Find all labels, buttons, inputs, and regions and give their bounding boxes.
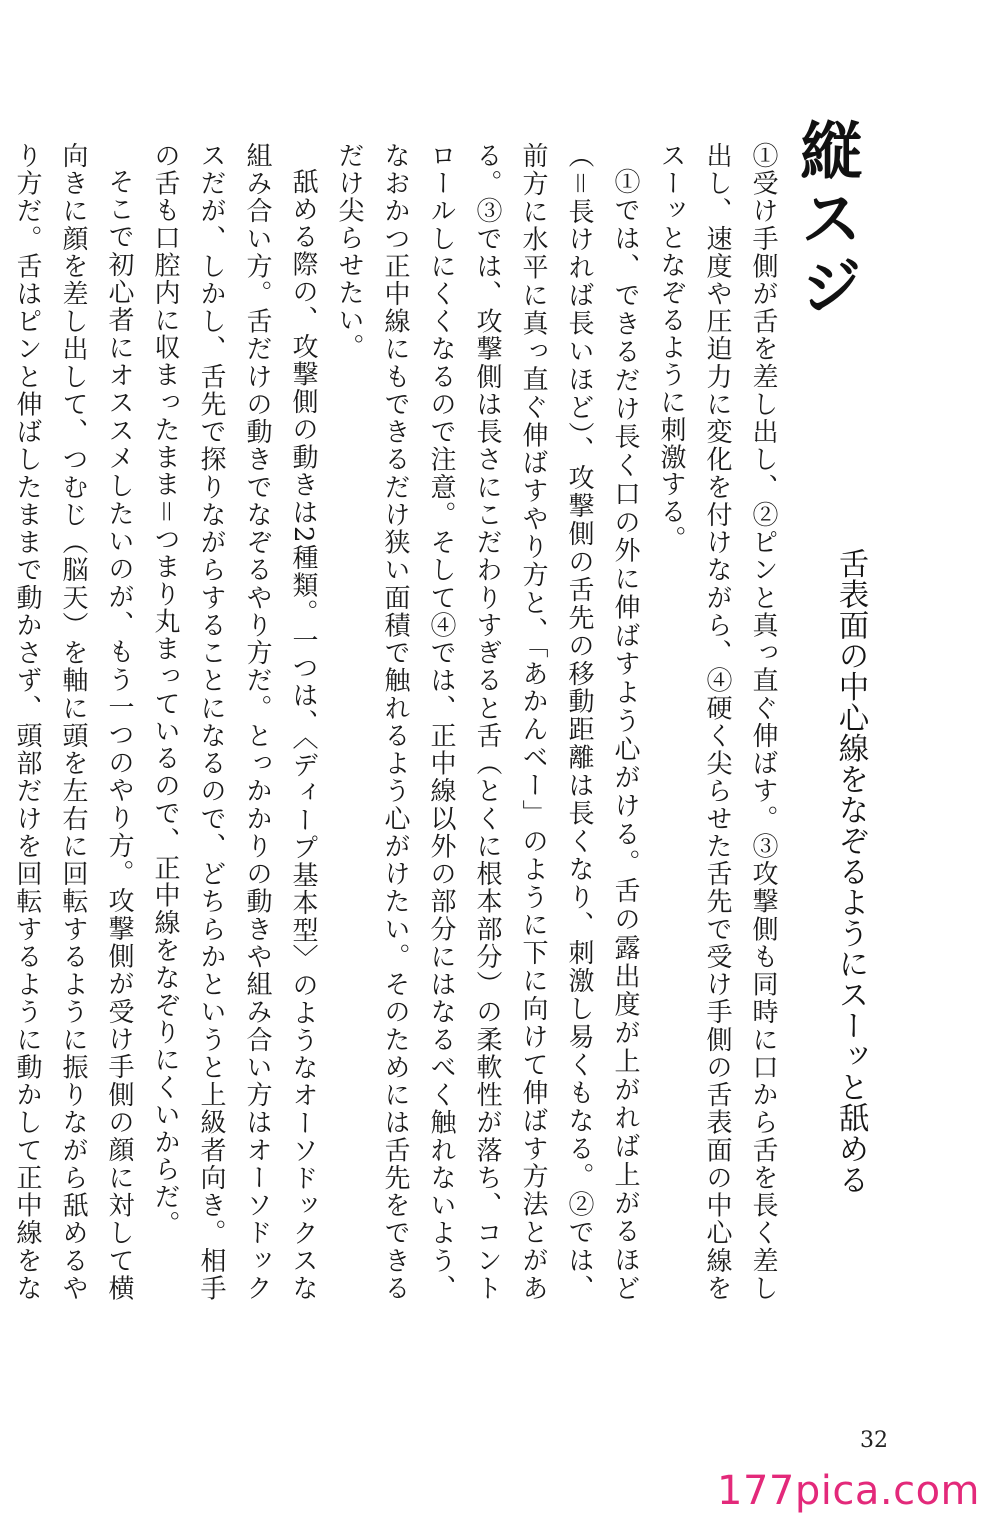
body-text xyxy=(12,142,786,1302)
section-title: 縦スジ xyxy=(790,118,863,322)
section-subtitle: 舌表面の中心線をなぞるようにスーッと舐める xyxy=(833,548,868,1195)
body-paragraph: そこで初心者にオススメしたいのが、もう一つのやり方。攻撃側が受け手側の顔に対して横向きに顔を差し出して、つむじ（脳天）を軸に頭を左右に回転するように振りながら舐めるやり方だ。舌はピンと伸ばしたままで動かさず、頭部だけを回転するように動かして正中線をな xyxy=(12,142,134,1302)
site-watermark: 177pica.com xyxy=(717,1468,980,1514)
page-number: 32 xyxy=(860,1428,888,1453)
body-paragraph: 舐める際の、攻撃側の動きは2種類。一つは、〈ディープ基本型〉のようなオーソドックスな組み合い方。舌だけの動きでなぞるやり方だ。とっかかりの動きや組み合い方はオーソドックスだが、しかし、舌先で探りながらすることになるので、どちらかというと上級者向き。相手の舌も口腔内に収まったまま＝つまり丸まっているので、正中線をなぞりにくいからだ。 xyxy=(150,142,318,1302)
body-paragraph: ①受け手側が舌を差し出し、②ピンと真っ直ぐ伸ばす。③攻撃側も同時に口から舌を長く差し出し、速度や圧迫力に変化を付けながら、④硬く尖らせた舌先で受け手側の舌表面の中心線をスーッとなぞるように刺激する。 xyxy=(656,142,778,1302)
body-paragraph: ①では、できるだけ長く口の外に伸ばすよう心がける。舌の露出度が上がれば上がるほど（＝長ければ長いほど）、攻撃側の舌先の移動距離は長くなり、刺激し易くもなる。②では、前方に水平に真っ直ぐ伸ばすやり方と、「あかんベー」のように下に向けて伸ばす方法とがある。③では、攻撃側は長さにこだわりすぎると舌（とくに根本部分）の柔軟性が落ち、コントロールしにくくなるので注意。そして④では、正中線以外の部分にはなるべく触れないよう、なおかつ正中線にもできるだけ狭い面積で触れるよう心がけたい。そのためには舌先をできるだけ尖らせたい。 xyxy=(334,142,640,1302)
